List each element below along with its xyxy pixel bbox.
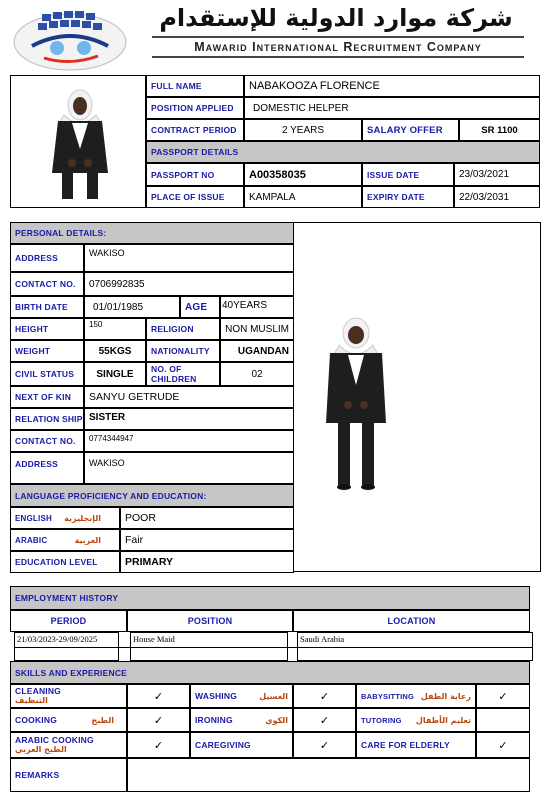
passport-no-label: PASSPORT NO [146, 163, 244, 186]
relationship-label: RELATION SHIP [10, 408, 84, 430]
position-value: DOMESTIC HELPER [244, 97, 540, 119]
address-value: WAKISO [84, 244, 294, 272]
babysitting-check: ✓ [476, 684, 530, 708]
cooking-label-arabic: الطبخ [91, 715, 114, 725]
washing-check: ✓ [293, 684, 356, 708]
english-value: POOR [120, 507, 294, 529]
tutoring-label: TUTORING [361, 715, 402, 725]
cooking-cell [10, 708, 127, 732]
cleaning-cell [10, 684, 127, 708]
header-rule [152, 36, 524, 38]
next-of-kin-value: SANYU GETRUDE [84, 386, 294, 408]
caregiving-label: CAREGIVING [190, 732, 293, 758]
full-name-label: FULL NAME [146, 75, 244, 97]
employment-period: 21/03/2023-29/09/2025 [14, 632, 119, 661]
arabic-label-cell [10, 529, 120, 551]
col-position: POSITION [127, 610, 293, 632]
education-value: PRIMARY [120, 551, 294, 573]
english-label-cell [10, 507, 120, 529]
arabic-value: Fair [120, 529, 294, 551]
tutoring-check-empty [476, 708, 530, 732]
employment-row-divider [14, 647, 533, 648]
relationship-value: SISTER [84, 408, 294, 430]
language-header: LANGUAGE PROFICIENCY AND EDUCATION: [10, 484, 294, 507]
expiry-date-label: EXPIRY DATE [362, 186, 454, 208]
cooking-check: ✓ [127, 708, 190, 732]
skills-header: SKILLS AND EXPERIENCE [10, 661, 530, 684]
babysitting-label: BABYSITTING [361, 691, 415, 701]
col-location: LOCATION [293, 610, 530, 632]
children-value: 02 [220, 362, 294, 386]
washing-cell [190, 684, 293, 708]
header-rule-bottom [152, 56, 524, 58]
arabic-label-arabic: العربية [74, 535, 101, 545]
education-label: EDUCATION LEVEL [10, 551, 120, 573]
ironing-cell [190, 708, 293, 732]
full-name-value: NABAKOOZA FLORENCE [244, 75, 540, 97]
kin-contact-label: CONTACT NO. [10, 430, 84, 452]
tutoring-cell [356, 708, 476, 732]
religion-value: NON MUSLIM [220, 318, 294, 340]
religion-label: RELIGION [146, 318, 220, 340]
tutoring-label-arabic: تعليم الأطفال [415, 715, 471, 725]
arabic-cooking-cell [10, 732, 127, 758]
caregiving-check: ✓ [293, 732, 356, 758]
salary-label: SALARY OFFER [362, 119, 459, 141]
employment-location: Saudi Arabia [297, 632, 533, 661]
employment-position: House Maid [130, 632, 288, 661]
contact-label: CONTACT NO. [10, 272, 84, 296]
civil-status-label: CIVIL STATUS [10, 362, 84, 386]
issue-date-label: ISSUE DATE [362, 163, 454, 186]
ironing-check: ✓ [293, 708, 356, 732]
contract-label: CONTRACT PERIOD [146, 119, 244, 141]
civil-status-value: SINGLE [84, 362, 146, 386]
elderly-care-label: CARE FOR ELDERLY [356, 732, 476, 758]
weight-label: WEIGHT [10, 340, 84, 362]
expiry-date-value: 22/03/2031 [454, 186, 540, 208]
ironing-label: IRONING [195, 715, 233, 725]
personal-details-header: PERSONAL DETAILS: [10, 222, 294, 244]
company-name-english: Mawarid International Recruitment Company [194, 40, 482, 54]
place-of-issue-label: PLACE OF ISSUE [146, 186, 244, 208]
kin-contact-value: 0774344947 [84, 430, 294, 452]
age-value: 40YEARS [220, 296, 294, 318]
weight-value: 55KGS [84, 340, 146, 362]
english-label: ENGLISH [15, 513, 52, 523]
remarks-value[interactable] [127, 758, 530, 792]
place-of-issue-value: KAMPALA [244, 186, 362, 208]
cleaning-check: ✓ [127, 684, 190, 708]
washing-label-arabic: الغسيل [259, 691, 288, 701]
arabic-label: ARABIC [15, 535, 48, 545]
kin-address-label: ADDRESS [10, 452, 84, 484]
elderly-care-check: ✓ [476, 732, 530, 758]
height-value: 150 [84, 318, 146, 340]
age-label: AGE [180, 296, 220, 318]
cooking-label: COOKING [15, 715, 58, 725]
babysitting-cell [356, 684, 476, 708]
arabic-cooking-label-arabic: الطبخ العربي [15, 745, 67, 754]
passport-no-value: A00358035 [244, 163, 362, 186]
salary-value: SR 1100 [459, 119, 540, 141]
washing-label: WASHING [195, 691, 238, 701]
issue-date-value: 23/03/2021 [454, 163, 540, 186]
kin-address-value: WAKISO [84, 452, 294, 484]
english-label-arabic: الإنجليزية [64, 513, 101, 523]
photo-panel [293, 222, 541, 572]
employment-header: EMPLOYMENT HISTORY [10, 586, 530, 610]
birth-date-value: 01/01/1985 [84, 296, 180, 318]
birth-date-label: BIRTH DATE [10, 296, 84, 318]
nationality-label: NATIONALITY [146, 340, 220, 362]
company-name-arabic: شركة موارد الدولية للإستقدام [159, 4, 513, 32]
children-label: NO. OF CHILDREN [146, 362, 220, 386]
babysitting-label-arabic: رعاية الطفل [420, 691, 471, 701]
cleaning-label: CLEANING [15, 686, 61, 696]
nationality-value: UGANDAN [220, 340, 294, 362]
contact-value: 0706992835 [84, 272, 294, 296]
contract-value: 2 YEARS [244, 119, 362, 141]
arabic-cooking-check: ✓ [127, 732, 190, 758]
passport-details-header: PASSPORT DETAILS [146, 141, 540, 163]
company-logo [12, 6, 128, 72]
ironing-label-arabic: الكوي [265, 715, 288, 725]
remarks-label: REMARKS [10, 758, 127, 792]
portrait-photo-small [10, 75, 146, 208]
address-label: ADDRESS [10, 244, 84, 272]
height-label: HEIGHT [10, 318, 84, 340]
cleaning-label-arabic: التنظيف [15, 696, 48, 705]
arabic-cooking-label: ARABIC COOKING [15, 735, 94, 745]
next-of-kin-label: NEXT OF KIN [10, 386, 84, 408]
col-period: PERIOD [10, 610, 127, 632]
position-label: POSITION APPLIED [146, 97, 244, 119]
